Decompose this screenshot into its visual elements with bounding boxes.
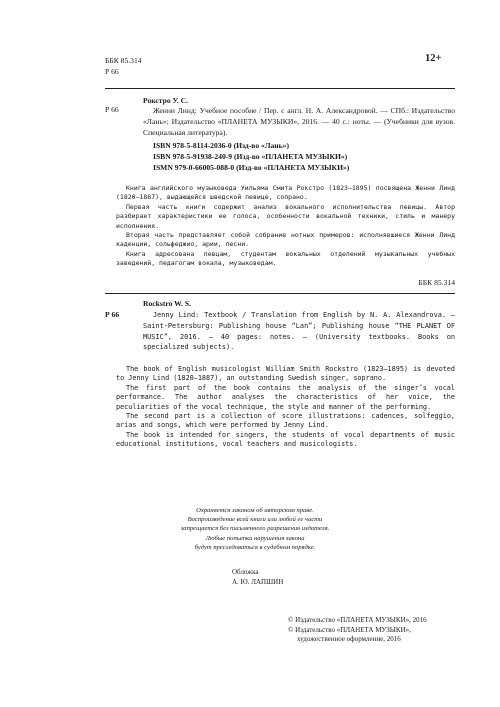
- cover-label: Обложка: [232, 568, 259, 576]
- ismn-planeta: ISMN 979-0-66005-088-0 (Изд-во «ПЛАНЕТА МУЗЫКИ»): [153, 162, 350, 172]
- notice-line: запрещается без письменного разрешения издателя.: [180, 525, 330, 533]
- en-annotation-paragraph: The book of English musicologist William Smith Rockstro (1823–1895) is devoted to Jenny Lind (1820–1887), an outstanding Swedish singer, soprano.: [116, 365, 455, 383]
- ru-annotation-paragraph: Книга английского музыковеда Уильяма Смита Рокстро (1823–1895) посвящена Женни Линд (1820–1887), выдающейся шведской певице, сопрано.: [116, 184, 455, 202]
- age-rating: 12+: [425, 53, 442, 64]
- en-author-mark: Р 66: [105, 310, 120, 319]
- bbk-bottom: ББК 85.314: [418, 278, 455, 287]
- ru-annotation-paragraph: Книга адресована певцам, студентам вокальных отделений музыкальных учебных заведений, педагогам вокала, музыковедам.: [116, 249, 455, 268]
- en-author: Rockstro W. S.: [143, 299, 191, 308]
- bbk-code: ББК 85.314: [105, 56, 142, 65]
- ru-annotation: [116, 184, 455, 269]
- en-annotation-paragraph: The book is intended for singers, the students of vocal departments of music educational institutions, vocal teachers and musicologists.: [116, 430, 455, 449]
- notice-line: Охраняется законом об авторском праве.: [196, 507, 314, 514]
- notice-line: будут преследоваться в судебном порядке.: [194, 543, 316, 551]
- isbn-lan: ISBN 978-5-8114-2036-0 (Изд-во «Лань»): [153, 141, 290, 150]
- copyright-line: © Издательство «ПЛАНЕТА МУЗЫКИ»,: [288, 625, 411, 634]
- author-mark: Р 66: [105, 66, 119, 76]
- top-divider: [105, 88, 455, 89]
- ru-annotation-paragraph: Первая часть книги содержит анализ вокального исполнительства певицы. Автор разбирает характеристики ее голоса, особенности вокальной техники, стиль и манеру исполнения.: [116, 202, 455, 230]
- ru-description: Женни Линд: Учебное пособие / Пер. с англ. Н. А. Александровой. — СПб.: Издательство «Лань»; Издательство «ПЛАНЕТА МУЗЫКИ», 2016. — 40 с.: ноты. — (Учебники для вузов. Специальная литература).: [143, 106, 455, 137]
- en-annotation-paragraph: The first part of the book contains the analysis of the singer’s vocal performance. The author analyses the characteristics of her voice, the peculiarities of the vocal technique, the style and manner of the performing.: [116, 383, 455, 411]
- isbn-planeta: ISBN 978-5-91938-240-9 (Изд-во «ПЛАНЕТА МУЗЫКИ»): [153, 151, 348, 161]
- copyright-line: художественное оформление, 2016: [297, 635, 401, 644]
- copyright-line: © Издательство «ПЛАНЕТА МУЗЫКИ», 2016: [288, 616, 427, 624]
- middle-divider: [105, 293, 455, 294]
- copyright-notice: [170, 506, 340, 552]
- en-annotation-paragraph: The second part is a collection of score illustrations: cadences, solfeggio, arias and songs, which were performed by Jenny Lind.: [116, 412, 455, 430]
- cover-credit: [232, 568, 332, 587]
- publisher-copyright: [288, 616, 458, 645]
- notice-line: Любые попытки нарушения закона: [205, 534, 305, 542]
- ru-annotation-paragraph: Вторая часть представляет собой собрание нотных примеров: исполнявшиеся Женни Линд каденции, сольфеджио, арии, песни.: [116, 231, 455, 249]
- en-annotation: [116, 365, 455, 450]
- bbk-header: [105, 56, 225, 78]
- isbn-block: [143, 141, 455, 173]
- cover-designer: А. Ю. ЛАПШИН: [232, 577, 284, 586]
- notice-line: Воспроизведение всей книги или любой ее части: [187, 516, 323, 524]
- ru-author-mark: Р 66: [105, 105, 119, 114]
- ru-author: Рокстро У. С.: [143, 96, 189, 105]
- en-description: Jenny Lind: Textbook / Translation from English by N. A. Alexandrova. — Saint-Petersburg: Publishing house “Lan”; Publishing house “THE PLANET OF MUSIC”, 2016. — 40 pages: notes. — (University textbooks. Books on specialized subjects).: [143, 311, 455, 352]
